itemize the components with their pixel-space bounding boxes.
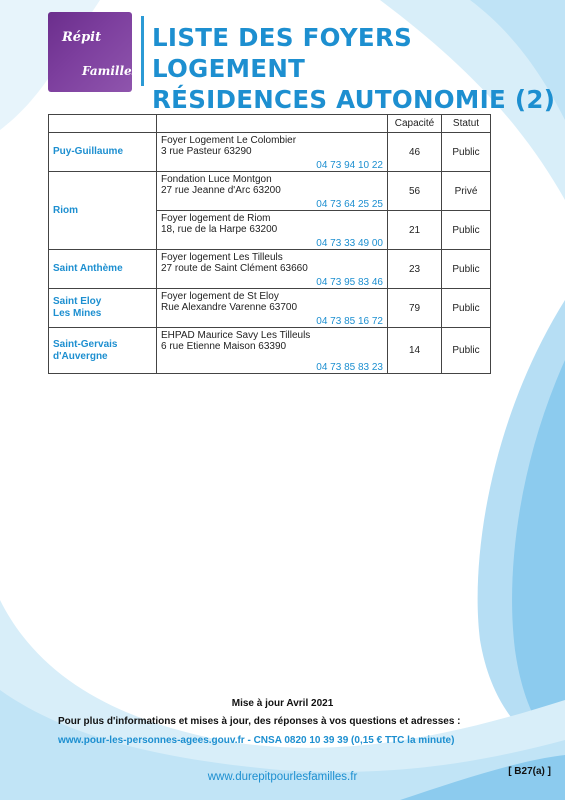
phone-number[interactable]: 04 73 85 16 72 bbox=[316, 316, 383, 327]
establishment-name: Foyer logement Les Tilleuls bbox=[161, 252, 283, 263]
establishment-address: 3 rue Pasteur 63290 bbox=[161, 146, 252, 157]
table-header-row bbox=[49, 115, 491, 133]
status-cell: Public bbox=[442, 328, 491, 374]
status-cell: Public bbox=[442, 289, 491, 328]
phone-number[interactable]: 04 73 33 49 00 bbox=[316, 238, 383, 249]
establishment-name: EHPAD Maurice Savy Les Tilleuls bbox=[161, 330, 311, 341]
capacity-cell: 46 bbox=[388, 133, 442, 172]
city-cell: Puy-Guillaume bbox=[49, 133, 157, 172]
establishment-address: 27 rue Jeanne d'Arc 63200 bbox=[161, 185, 281, 196]
page-code: [ B27(a) ] bbox=[508, 766, 551, 777]
city-cell: Saint Anthème bbox=[49, 250, 157, 289]
establishment-name: Fondation Luce Montgon bbox=[161, 174, 272, 185]
table-row bbox=[49, 133, 491, 172]
contact-link[interactable]: www.pour-les-personnes-agees.gouv.fr - CNSA 0820 10 39 39 (0,15 € TTC la minute) bbox=[58, 735, 455, 746]
phone-number[interactable]: 04 73 95 83 46 bbox=[316, 277, 383, 288]
city-cell: Saint Eloy Les Mines bbox=[49, 289, 157, 328]
establishment-cell bbox=[157, 328, 388, 374]
info-text: Pour plus d'informations et mises à jour, des réponses à vos questions et adresses : bbox=[58, 716, 461, 727]
establishment-cell bbox=[157, 250, 388, 289]
phone-number[interactable]: 04 73 64 25 25 bbox=[316, 199, 383, 210]
table-row bbox=[49, 172, 491, 211]
establishment-cell bbox=[157, 289, 388, 328]
update-date: Mise à jour Avril 2021 bbox=[231, 698, 334, 709]
status-cell: Privé bbox=[442, 172, 491, 211]
establishment-address: 18, rue de la Harpe 63200 bbox=[161, 224, 278, 235]
establishment-name: Foyer logement de Riom bbox=[161, 213, 271, 224]
phone-number[interactable]: 04 73 94 10 22 bbox=[316, 160, 383, 171]
website-link[interactable]: www.durepitpourlesfamilles.fr bbox=[207, 771, 358, 783]
establishment-cell bbox=[157, 211, 388, 250]
establishments-table bbox=[48, 114, 491, 374]
table-row bbox=[49, 328, 491, 374]
phone-number[interactable]: 04 73 85 83 23 bbox=[316, 362, 383, 373]
establishment-address: 27 route de Saint Clément 63660 bbox=[161, 263, 308, 274]
establishment-name: Foyer logement de St Eloy bbox=[161, 291, 279, 302]
city-cell: Riom bbox=[49, 172, 157, 250]
table-row bbox=[49, 289, 491, 328]
establishment-name: Foyer Logement Le Colombier bbox=[161, 135, 297, 146]
establishment-cell bbox=[157, 172, 388, 211]
capacity-cell: 21 bbox=[388, 211, 442, 250]
page-title bbox=[152, 22, 565, 115]
title-line-1: LISTE DES FOYERS LOGEMENT bbox=[152, 23, 413, 83]
title-accent-bar bbox=[141, 16, 144, 86]
logo-text-2: Familles bbox=[82, 64, 139, 78]
logo-text-1: Répit bbox=[62, 30, 102, 45]
establishment-cell bbox=[157, 133, 388, 172]
capacity-cell: 56 bbox=[388, 172, 442, 211]
header-city bbox=[49, 115, 157, 133]
capacity-cell: 79 bbox=[388, 289, 442, 328]
table-row bbox=[49, 250, 491, 289]
header-establishment bbox=[157, 115, 388, 133]
status-cell: Public bbox=[442, 133, 491, 172]
capacity-cell: 23 bbox=[388, 250, 442, 289]
capacity-cell: 14 bbox=[388, 328, 442, 374]
city-cell: Saint-Gervais d'Auvergne bbox=[49, 328, 157, 374]
title-line-2: RÉSIDENCES AUTONOMIE (2) bbox=[152, 85, 556, 114]
establishment-address: 6 rue Etienne Maison 63390 bbox=[161, 341, 287, 352]
header-capacity: Capacité bbox=[388, 115, 442, 133]
logo bbox=[48, 12, 139, 92]
header-status: Statut bbox=[442, 115, 491, 133]
establishment-address: Rue Alexandre Varenne 63700 bbox=[161, 302, 298, 313]
status-cell: Public bbox=[442, 211, 491, 250]
status-cell: Public bbox=[442, 250, 491, 289]
